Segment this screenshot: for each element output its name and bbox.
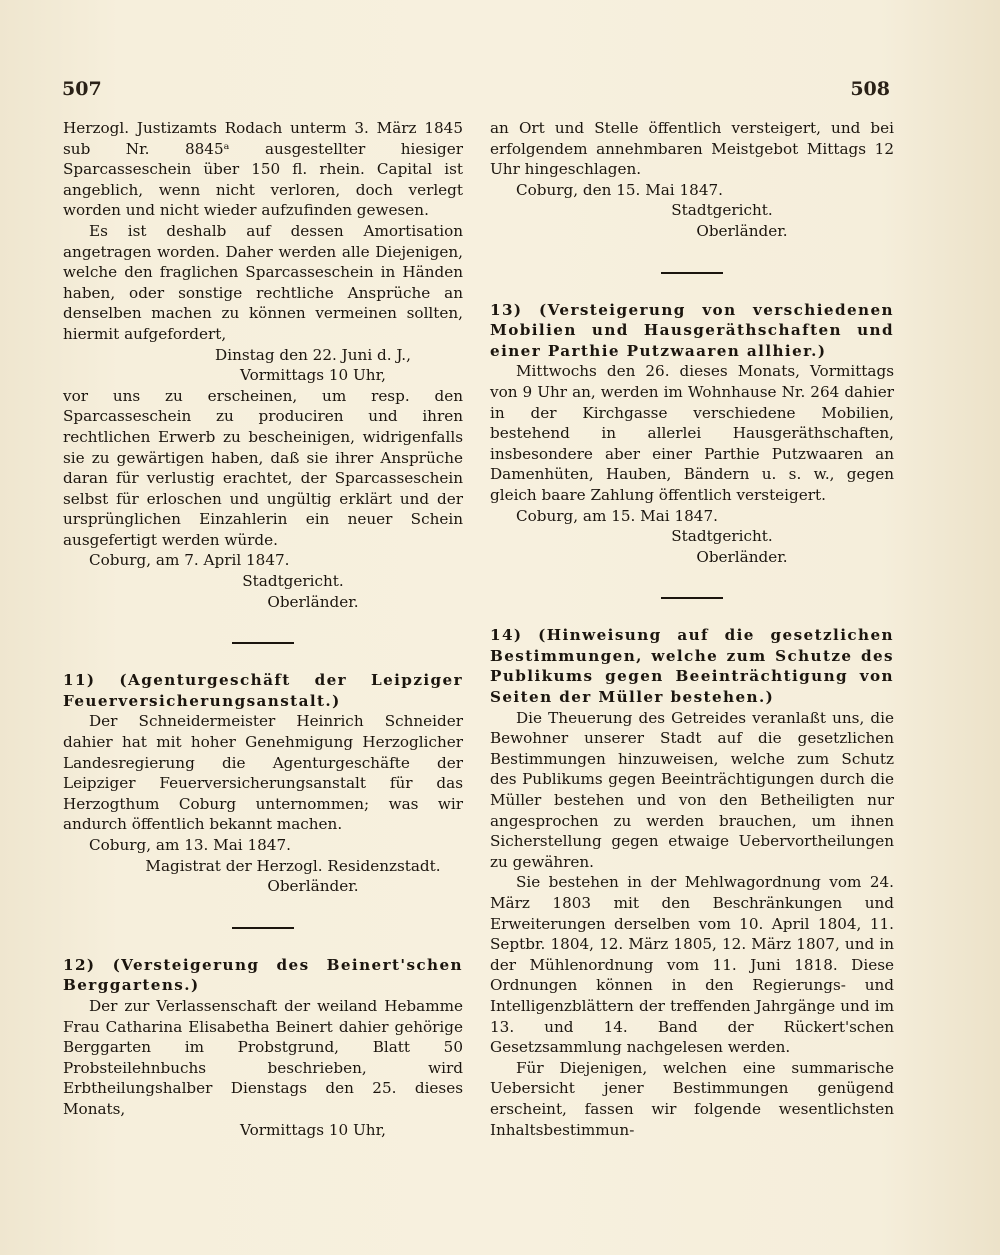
- notice-12-heading: 12) (Versteigerung des Beinert'schen Berggartens.): [63, 955, 463, 995]
- authority: Magistrat der Herzogl. Residenzstadt.: [145, 856, 441, 875]
- right-column: [490, 118, 894, 1140]
- notice-12-continuation: an Ort und Stelle öffentlich versteigert, und bei erfolgendem annehmbaren Meistgebot Mittags 12 Uhr hingeschlagen.: [490, 119, 894, 179]
- place-date: Coburg, am 15. Mai 1847.: [516, 506, 718, 525]
- notice-13-heading: 13) (Versteigerung von verschiedenen Mobilien und Hausgeräthschaften und einer Parthie Putzwaaren allhier.): [490, 300, 894, 360]
- place-date: Coburg, den 15. Mai 1847.: [516, 180, 723, 199]
- authority: Stadtgericht.: [671, 527, 773, 546]
- notice-14-paragraph-2: Sie bestehen in der Mehlwagordnung vom 24. März 1803 mit den Beschränkungen und Erweiterungen derselben vom 10. April 1804, 11. Septbr. 1804, 12. März 1805, 12. März 1807, und in der Mühlenordnung vom 11. Juni 1818. Diese Ordnungen können in den Regierungs- und Intelligenzblättern der treffenden Jahrgänge und im 13. und 14. Band der Rückert'schen Gesetzsammlung nachgelesen werden.: [490, 873, 894, 1057]
- section-divider: [661, 597, 723, 599]
- signature: Oberländer.: [696, 547, 788, 566]
- hearing-time: Vormittags 10 Uhr,: [240, 366, 386, 385]
- authority: Stadtgericht.: [242, 572, 344, 591]
- page-number-right: 508: [850, 78, 890, 100]
- section-divider: [661, 272, 723, 274]
- signature: Oberländer.: [267, 592, 359, 611]
- page-number-left: 507: [62, 78, 102, 100]
- authority: Stadtgericht.: [671, 201, 773, 220]
- hearing-date: Dinstag den 22. Juni d. J.,: [215, 345, 411, 364]
- notice-14-paragraph-1: Die Theuerung des Getreides veranlaßt uns, die Bewohner unserer Stadt auf die gesetzlichen Bestimmungen hinzuweisen, welche zum Schutz des Publikums gegen Beeinträchtigungen durch die Müller bestehen und von den Betheiligten nur angesprochen zu werden brauchen, um ihnen Sicherstellung gegen etwaige Uebervortheilungen zu gewähren.: [490, 708, 894, 871]
- notice-12-body: Der zur Verlassenschaft der weiland Hebamme Frau Catharina Elisabetha Beinert dahier gehörige Berggarten im Probstgrund, Blatt 50 Probsteilehnbuchs beschrieben, wird Erbtheilungshalber Dienstags den 25. dieses Monats,: [63, 996, 463, 1118]
- notice-11-heading: 11) (Agenturgeschäft der Leipziger Feuerversicherungsanstalt.): [63, 671, 463, 710]
- place-date: Coburg, am 7. April 1847.: [89, 551, 290, 570]
- section-divider: [232, 642, 294, 644]
- auction-time: Vormittags 10 Uhr,: [240, 1120, 386, 1139]
- place-date: Coburg, am 13. Mai 1847.: [89, 836, 291, 854]
- signature: Oberländer.: [696, 221, 788, 240]
- notice-14-paragraph-3: Für Diejenigen, welchen eine summarische Uebersicht jener Bestimmungen genügend erscheint, fassen wir folgende wesentlichsten Inhaltsbestimmun-: [490, 1058, 894, 1139]
- signature: Oberländer.: [267, 877, 359, 896]
- section-divider: [232, 927, 294, 929]
- notice-10-paragraph: Es ist deshalb auf dessen Amortisation angetragen worden. Daher werden alle Diejenigen, welche den fraglichen Sparcasseschein in Händen haben, oder sonstige rechtliche Ansprüche an denselben machen zu können vermeinen sollten, hiermit aufgefordert,: [63, 221, 463, 343]
- left-column: [63, 118, 463, 1140]
- notice-10-paragraph-2: vor uns zu erscheinen, um resp. den Sparcasseschein zu produciren und ihren rechtlichen Erwerb zu bescheinigen, widrigenfalls sie zu gewärtigen haben, daß sie ihrer Ansprüche daran für verlustig erachtet, der Sparcasseschein selbst für erloschen und ungültig erklärt und der ursprünglichen Einzahlerin ein neuer Schein ausgefertigt werden würde.: [63, 386, 463, 549]
- notice-10-continuation: Herzogl. Justizamts Rodach unterm 3. März 1845 sub Nr. 8845ᵃ ausgestellter hiesiger Sparcasseschein über 150 fl. rhein. Capital ist angeblich, wenn nicht verloren, doch verlegt worden und nicht wieder aufzufinden gewesen.: [63, 119, 463, 220]
- notice-11-body: Der Schneidermeister Heinrich Schneider dahier hat mit hoher Genehmigung Herzoglicher Landesregierung die Agenturgeschäfte der Leipziger Feuerversicherungsanstalt für das Herzogthum Coburg unternommen; was wir andurch öffentlich bekannt machen.: [63, 712, 463, 834]
- notice-14-heading: 14) (Hinweisung auf die gesetzlichen Bestimmungen, welche zum Schutze des Publikums gegen Beeinträchtigung von Seiten der Müller bestehen.): [490, 626, 894, 707]
- notice-13-body: Mittwochs den 26. dieses Monats, Vormittags von 9 Uhr an, werden im Wohnhause Nr. 264 dahier in der Kirchgasse verschiedene Mobilien, bestehend in allerlei Hausgeräthschaften, insbesondere aber einer Parthie Putzwaaren an Damenhüten, Hauben, Bändern u. s. w., gegen gleich baare Zahlung öffentlich versteigert.: [490, 362, 894, 504]
